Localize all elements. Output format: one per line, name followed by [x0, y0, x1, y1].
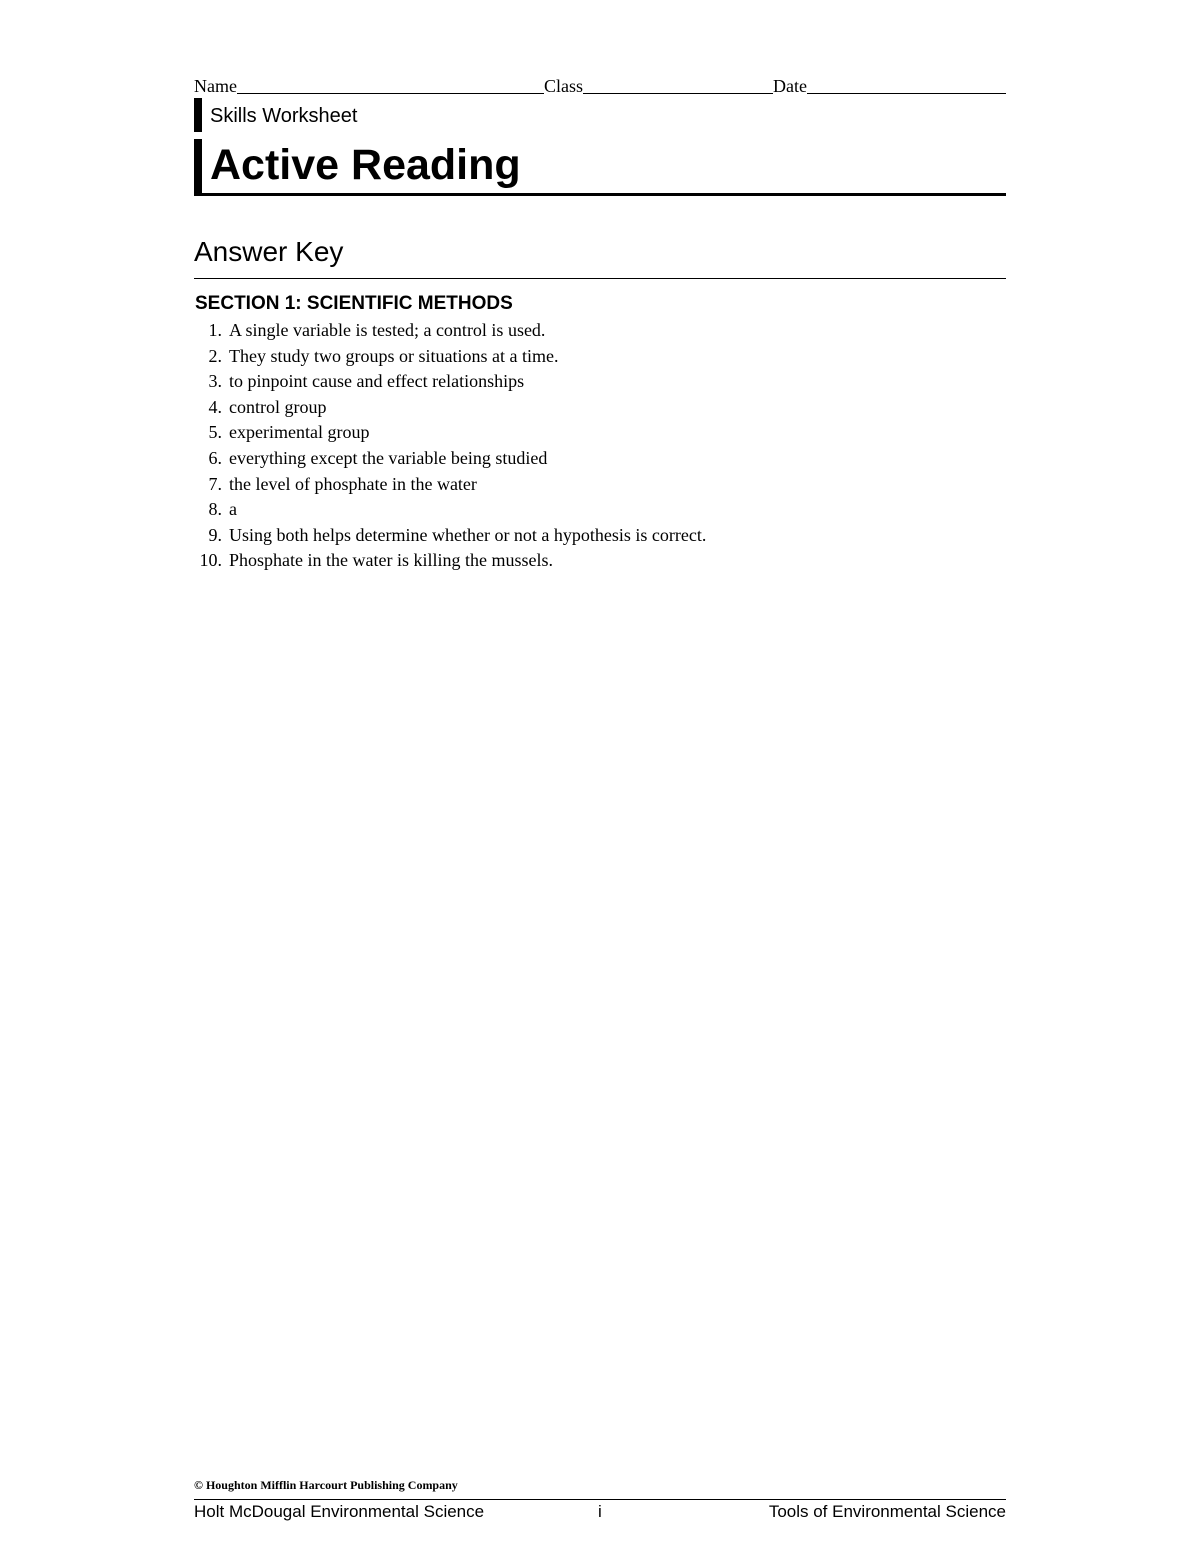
- page-title-block: [194, 139, 1006, 196]
- copyright-notice: © Houghton Mifflin Harcourt Publishing Company: [194, 1478, 458, 1492]
- worksheet-type: [194, 98, 594, 132]
- list-item: [194, 420, 1006, 446]
- answer-text: a: [229, 499, 237, 520]
- answer-number: 8.: [208, 499, 222, 520]
- name-class-date-row: [194, 70, 1006, 96]
- answer-number: 5.: [208, 422, 222, 443]
- answer-number: 3.: [208, 371, 222, 392]
- answer-key-heading: Answer Key: [194, 233, 1006, 279]
- list-item: [194, 523, 1006, 549]
- answer-number: 2.: [208, 345, 222, 366]
- answer-number: 4.: [208, 396, 222, 417]
- answer-text: everything except the variable being studied: [229, 447, 548, 468]
- answer-text: Using both helps determine whether or not a hypothesis is correct.: [229, 524, 707, 545]
- section-heading: SECTION 1: SCIENTIFIC METHODS: [195, 293, 513, 314]
- footer-chapter-title: Tools of Environmental Science: [768, 1502, 1006, 1521]
- list-item: [194, 446, 1006, 472]
- page-title: Active Reading: [210, 141, 521, 189]
- list-item: [194, 318, 1006, 344]
- answer-text: They study two groups or situations at a time.: [229, 345, 559, 366]
- worksheet-type-label: Skills Worksheet: [210, 105, 358, 127]
- list-item: [194, 344, 1006, 370]
- title-bar: [194, 139, 202, 195]
- footer-divider: [194, 1499, 1006, 1500]
- answer-text: A single variable is tested; a control is used.: [229, 320, 546, 340]
- answer-text: control group: [229, 396, 327, 417]
- answer-number: 10.: [199, 550, 222, 571]
- answer-text: Phosphate in the water is killing the mussels.: [229, 550, 553, 571]
- footer-book-title: Holt McDougal Environmental Science: [194, 1502, 485, 1521]
- answer-text: the level of phosphate in the water: [229, 473, 477, 494]
- list-item: [194, 369, 1006, 395]
- class-label: Class: [543, 76, 583, 96]
- list-item: [194, 395, 1006, 421]
- answer-number: 6.: [208, 447, 222, 468]
- answer-text: to pinpoint cause and effect relationships: [229, 371, 525, 392]
- answer-number: 9.: [208, 524, 222, 545]
- list-item: [194, 548, 1006, 574]
- list-item: [194, 472, 1006, 498]
- footer-page-number: i: [598, 1502, 602, 1521]
- answer-number: 1.: [208, 320, 222, 340]
- answer-list: [194, 318, 1006, 574]
- class-blank: [583, 73, 773, 94]
- answer-number: 7.: [208, 473, 222, 494]
- date-label: Date: [773, 76, 807, 96]
- date-blank: [807, 73, 1006, 94]
- name-blank: [237, 73, 544, 94]
- page-footer: [194, 1501, 1006, 1523]
- worksheet-type-bar: [194, 98, 202, 132]
- list-item: [194, 497, 1006, 523]
- name-label: Name: [194, 76, 237, 96]
- answer-text: experimental group: [229, 422, 370, 443]
